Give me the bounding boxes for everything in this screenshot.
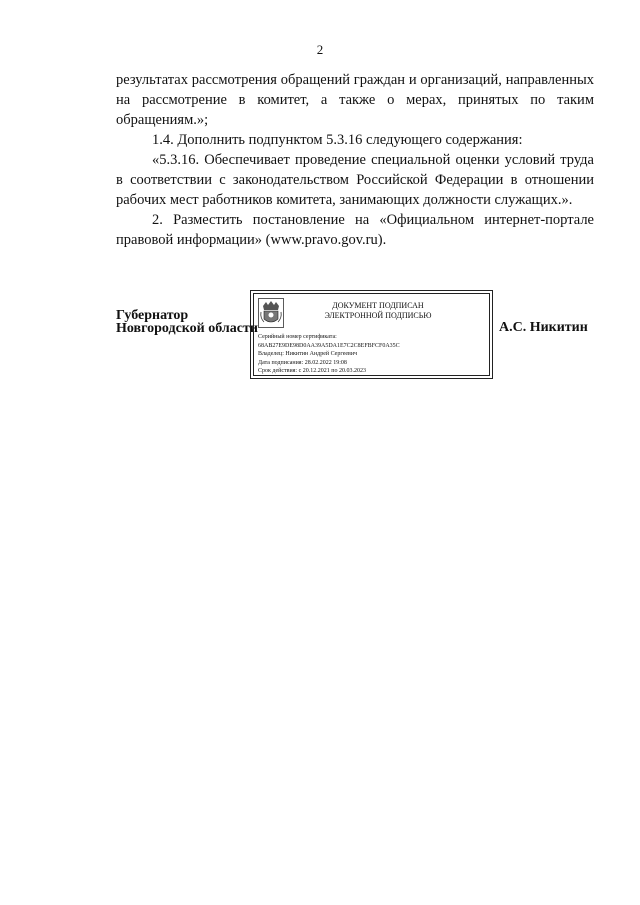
stamp-header-line2: ЭЛЕКТРОННОЙ ПОДПИСЬЮ [324,311,432,320]
signer-title [116,309,258,335]
stamp-header [298,301,458,321]
paragraph-continuation: результатах рассмотрения обращений граждан и организаций, направленных на рассмотрение в комитет, а также о мерах, принятых по таким обращениям.»; [116,72,594,128]
document-body [116,70,594,250]
stamp-validity: Срок действия: с 20.12.2021 по 20.03.2023 [258,368,366,374]
paragraph-item-2: 2. Разместить постановление на «Официальном интернет-портале правовой информации» (www.pravo.gov.ru). [116,212,594,248]
stamp-cert-number: 68AB27E9DE98D0AA39A5DA1E7C2C8EFBFCF0A35C [258,342,400,349]
page-number: 2 [316,42,324,57]
stamp-details [258,333,486,376]
coat-of-arms-icon [258,298,284,328]
stamp-signed-date: Дата подписания: 28.02.2022 19:08 [258,359,347,366]
paragraph-item-1-4: 1.4. Дополнить подпунктом 5.3.16 следующего содержания: [152,132,523,148]
signer-title-line1: Губернатор [116,308,189,323]
electronic-signature-stamp [253,293,490,376]
stamp-cert-label: Серийный номер сертификата: [258,334,337,340]
signer-title-line2: Новгородской области [116,321,258,336]
signer-name: А.С. Никитин [499,320,588,335]
paragraph-subitem-5-3-16: «5.3.16. Обеспечивает проведение специальной оценки условий труда в соответствии с законодательством Российской Федерации в отношении рабочих мест работников комитета, занимающих должности служащих.». [116,152,594,208]
stamp-owner: Владелец: Никитин Андрей Сергеевич [258,351,358,357]
stamp-header-line1: ДОКУМЕНТ ПОДПИСАН [332,301,424,310]
